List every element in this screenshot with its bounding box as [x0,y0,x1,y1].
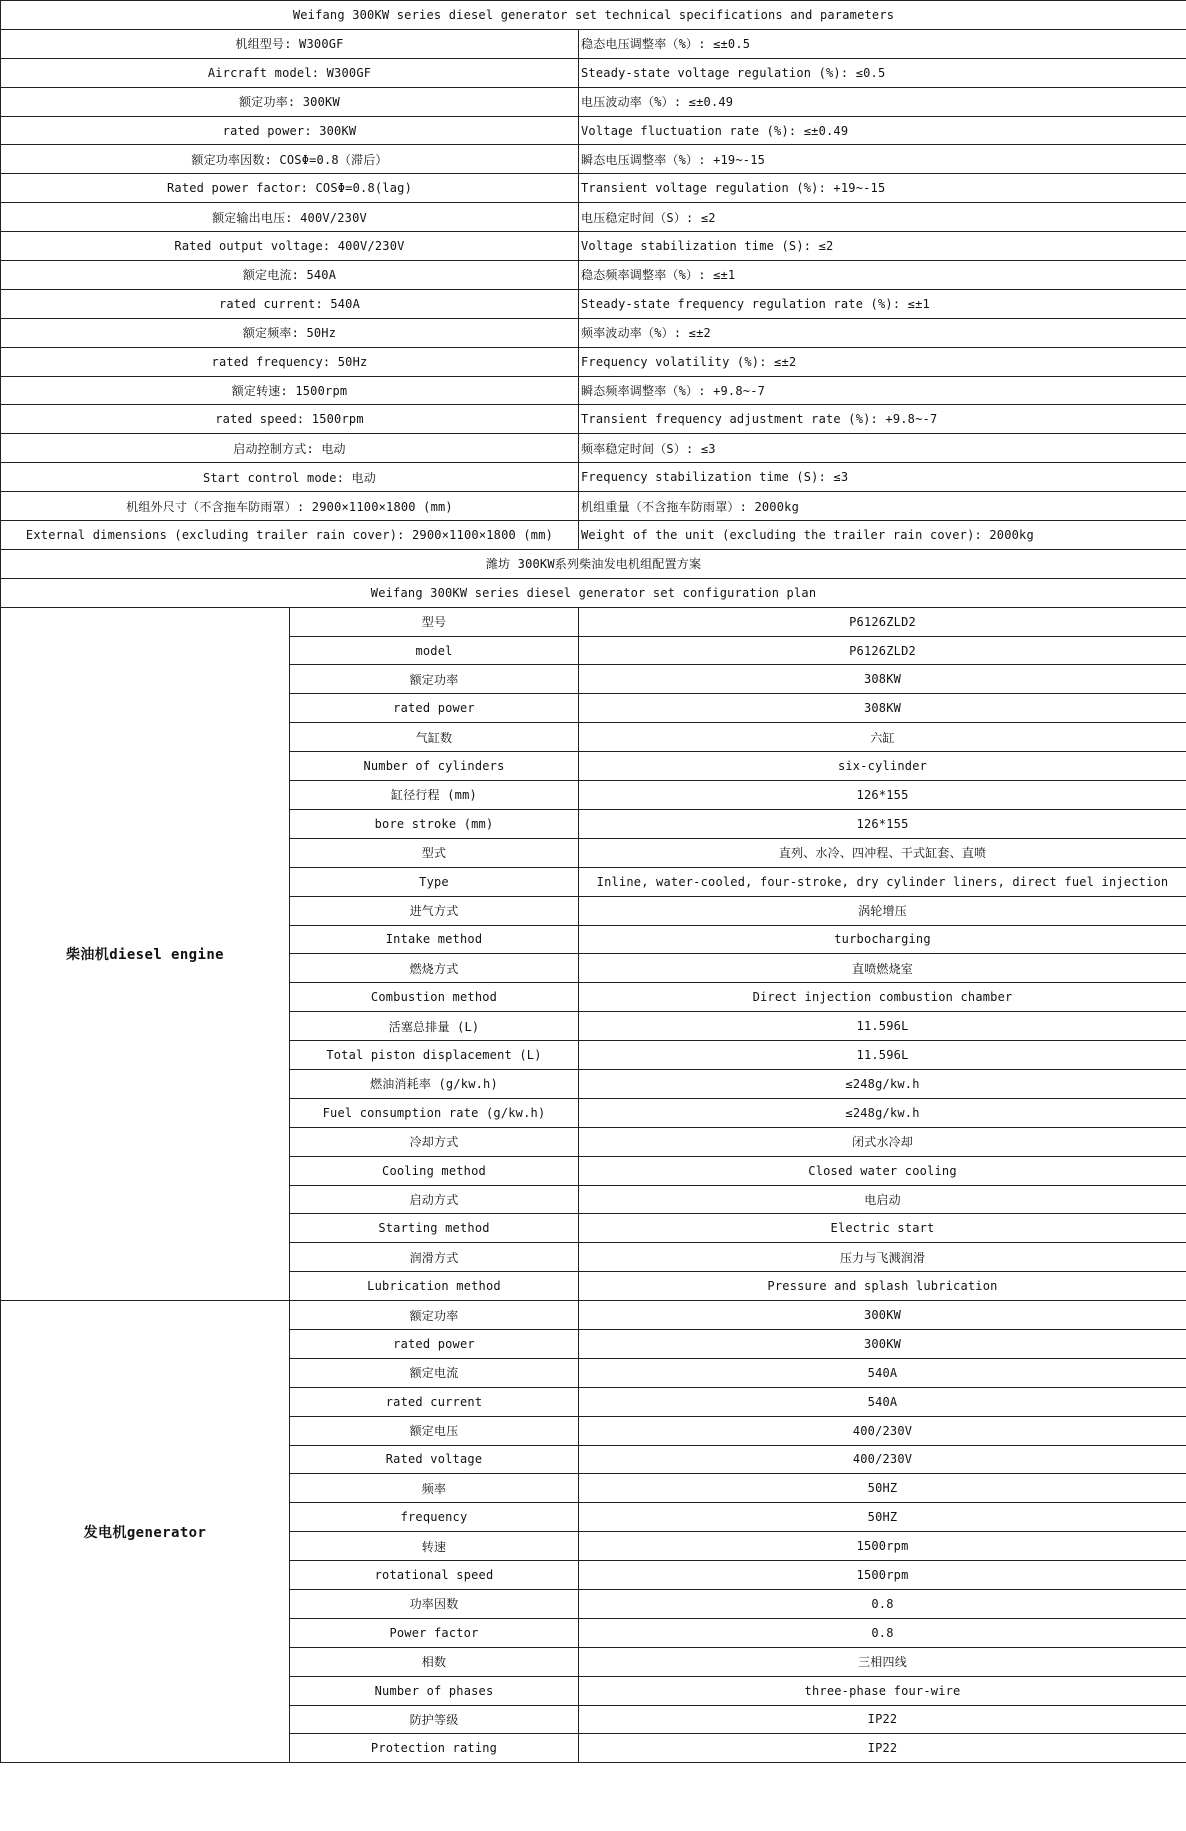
spec-left-cell: 额定功率因数: COSΦ=0.8（滞后） [1,145,579,174]
spec-left-cell: Rated power factor: COSΦ=0.8(lag) [1,174,579,203]
param-name-cell: Intake method [290,925,579,954]
param-value-cell: Electric start [579,1214,1186,1243]
param-name-cell: 频率 [290,1474,579,1503]
param-name-cell: 燃油消耗率 (g/kw.h) [290,1069,579,1098]
spec-left-cell: 额定功率: 300KW [1,87,579,116]
param-name-cell: rated power [290,694,579,723]
param-value-cell: 1500rpm [579,1561,1186,1590]
spec-row [1,463,1186,492]
spec-row [1,492,1186,521]
param-value-cell: 11.596L [579,1041,1186,1070]
param-value-cell: 六缸 [579,723,1186,752]
param-value-cell: 直列、水冷、四冲程、干式缸套、直喷 [579,838,1186,867]
param-name-cell: bore stroke (mm) [290,809,579,838]
spec-left-cell: 额定电流: 540A [1,261,579,290]
param-value-cell: 11.596L [579,1012,1186,1041]
param-value-cell: three-phase four-wire [579,1676,1186,1705]
param-value-cell: P6126ZLD2 [579,636,1186,665]
spec-left-cell: External dimensions (excluding trailer rain cover): 2900×1100×1800 (mm) [1,521,579,550]
spec-left-cell: 机组外尺寸（不含拖车防雨罩）: 2900×1100×1800 (mm) [1,492,579,521]
param-value-cell: Closed water cooling [579,1156,1186,1185]
param-name-cell: 相数 [290,1647,579,1676]
param-name-cell: Starting method [290,1214,579,1243]
param-name-cell: Number of phases [290,1676,579,1705]
param-value-cell: 300KW [579,1301,1186,1330]
param-name-cell: Protection rating [290,1734,579,1763]
spec-right-cell: 稳态频率调整率（%）: ≤±1 [579,261,1186,290]
param-value-cell: IP22 [579,1734,1186,1763]
param-name-cell: 额定功率 [290,1301,579,1330]
param-name-cell: 型号 [290,607,579,636]
spec-row [1,405,1186,434]
param-value-cell: 压力与飞溅润滑 [579,1243,1186,1272]
param-value-cell: 闭式水冷却 [579,1127,1186,1156]
param-name-cell: Number of cylinders [290,752,579,781]
config-row [1,1301,1186,1330]
spec-right-cell: 稳态电压调整率（%）: ≤±0.5 [579,29,1186,58]
spec-right-cell: Weight of the unit (excluding the trailer rain cover): 2000kg [579,521,1186,550]
param-value-cell: 400/230V [579,1416,1186,1445]
spec-row [1,318,1186,347]
param-value-cell: 126*155 [579,809,1186,838]
spec-row [1,87,1186,116]
param-value-cell: 50HZ [579,1503,1186,1532]
param-name-cell: Rated voltage [290,1445,579,1474]
spec-right-cell: Voltage fluctuation rate (%): ≤±0.49 [579,116,1186,145]
param-name-cell: 缸径行程 (mm) [290,781,579,810]
param-name-cell: 防护等级 [290,1705,579,1734]
param-name-cell: Total piston displacement (L) [290,1041,579,1070]
spec-row [1,521,1186,550]
param-value-cell: Pressure and splash lubrication [579,1272,1186,1301]
spec-left-cell: 机组型号: W300GF [1,29,579,58]
param-value-cell: 300KW [579,1329,1186,1358]
param-name-cell: frequency [290,1503,579,1532]
spec-left-cell: rated power: 300KW [1,116,579,145]
spec-left-cell: rated frequency: 50Hz [1,347,579,376]
spec-row [1,145,1186,174]
param-name-cell: rated current [290,1387,579,1416]
param-value-cell: 540A [579,1358,1186,1387]
param-value-cell: 50HZ [579,1474,1186,1503]
param-name-cell: Fuel consumption rate (g/kw.h) [290,1098,579,1127]
config-title: Weifang 300KW series diesel generator set configuration plan [1,578,1186,607]
spec-left-cell: 额定频率: 50Hz [1,318,579,347]
config-title-row [1,549,1186,578]
param-name-cell: Lubrication method [290,1272,579,1301]
spec-left-cell: Aircraft model: W300GF [1,58,579,87]
param-value-cell: Direct injection combustion chamber [579,983,1186,1012]
param-value-cell: 126*155 [579,781,1186,810]
spec-right-cell: 电压稳定时间（S）: ≤2 [579,203,1186,232]
param-value-cell: 电启动 [579,1185,1186,1214]
param-name-cell: 功率因数 [290,1589,579,1618]
spec-right-cell: Transient voltage regulation (%): +19~-15 [579,174,1186,203]
spec-right-cell: Frequency stabilization time (S): ≤3 [579,463,1186,492]
spec-left-cell: rated speed: 1500rpm [1,405,579,434]
spec-right-cell: Steady-state voltage regulation (%): ≤0.5 [579,58,1186,87]
spec-row [1,29,1186,58]
spec-right-cell: Frequency volatility (%): ≤±2 [579,347,1186,376]
param-value-cell: 0.8 [579,1618,1186,1647]
param-value-cell: 涡轮增压 [579,896,1186,925]
spec-right-cell: 频率波动率（%）: ≤±2 [579,318,1186,347]
param-name-cell: Combustion method [290,983,579,1012]
param-value-cell: Inline, water-cooled, four-stroke, dry cylinder liners, direct fuel injection [579,867,1186,896]
param-name-cell: model [290,636,579,665]
param-name-cell: 型式 [290,838,579,867]
param-value-cell: six-cylinder [579,752,1186,781]
spec-right-cell: Steady-state frequency regulation rate (%): ≤±1 [579,289,1186,318]
config-row [1,607,1186,636]
param-value-cell: 1500rpm [579,1532,1186,1561]
sheet-title: Weifang 300KW series diesel generator set technical specifications and parameters [1,1,1186,30]
param-name-cell: 气缸数 [290,723,579,752]
spec-sheet-body [1,1,1186,1763]
spec-right-cell: 频率稳定时间（S）: ≤3 [579,434,1186,463]
param-name-cell: 额定电流 [290,1358,579,1387]
spec-right-cell: 机组重量（不含拖车防雨罩）: 2000kg [579,492,1186,521]
spec-left-cell: Start control mode: 电动 [1,463,579,492]
title-row [1,1,1186,30]
section-label: 柴油机diesel engine [1,607,290,1300]
section-label: 发电机generator [1,1301,290,1763]
param-name-cell: Power factor [290,1618,579,1647]
param-value-cell: 三相四线 [579,1647,1186,1676]
spec-row [1,58,1186,87]
spec-row [1,203,1186,232]
param-value-cell: turbocharging [579,925,1186,954]
param-name-cell: 冷却方式 [290,1127,579,1156]
spec-row [1,261,1186,290]
param-name-cell: Cooling method [290,1156,579,1185]
param-value-cell: 直喷燃烧室 [579,954,1186,983]
param-name-cell: 额定功率 [290,665,579,694]
param-value-cell: 308KW [579,665,1186,694]
spec-row [1,289,1186,318]
param-name-cell: Type [290,867,579,896]
spec-row [1,116,1186,145]
param-name-cell: 转速 [290,1532,579,1561]
param-value-cell: ≤248g/kw.h [579,1069,1186,1098]
param-name-cell: 燃烧方式 [290,954,579,983]
param-name-cell: 活塞总排量 (L) [290,1012,579,1041]
spec-right-cell: Transient frequency adjustment rate (%): +9.8~-7 [579,405,1186,434]
spec-row [1,376,1186,405]
param-value-cell: 308KW [579,694,1186,723]
param-name-cell: rated power [290,1329,579,1358]
param-name-cell: 进气方式 [290,896,579,925]
spec-row [1,434,1186,463]
param-name-cell: 润滑方式 [290,1243,579,1272]
spec-row [1,347,1186,376]
param-value-cell: ≤248g/kw.h [579,1098,1186,1127]
spec-right-cell: Voltage stabilization time (S): ≤2 [579,232,1186,261]
spec-right-cell: 瞬态频率调整率（%）: +9.8~-7 [579,376,1186,405]
spec-left-cell: rated current: 540A [1,289,579,318]
param-name-cell: 额定电压 [290,1416,579,1445]
param-value-cell: 0.8 [579,1589,1186,1618]
spec-left-cell: 额定输出电压: 400V/230V [1,203,579,232]
spec-right-cell: 瞬态电压调整率（%）: +19~-15 [579,145,1186,174]
param-name-cell: 启动方式 [290,1185,579,1214]
spec-right-cell: 电压波动率（%）: ≤±0.49 [579,87,1186,116]
config-title-row [1,578,1186,607]
param-value-cell: P6126ZLD2 [579,607,1186,636]
param-name-cell: rotational speed [290,1561,579,1590]
param-value-cell: IP22 [579,1705,1186,1734]
spec-left-cell: 启动控制方式: 电动 [1,434,579,463]
spec-left-cell: Rated output voltage: 400V/230V [1,232,579,261]
param-value-cell: 540A [579,1387,1186,1416]
param-value-cell: 400/230V [579,1445,1186,1474]
config-title: 潍坊 300KW系列柴油发电机组配置方案 [1,549,1186,578]
spec-row [1,232,1186,261]
spec-left-cell: 额定转速: 1500rpm [1,376,579,405]
spec-row [1,174,1186,203]
